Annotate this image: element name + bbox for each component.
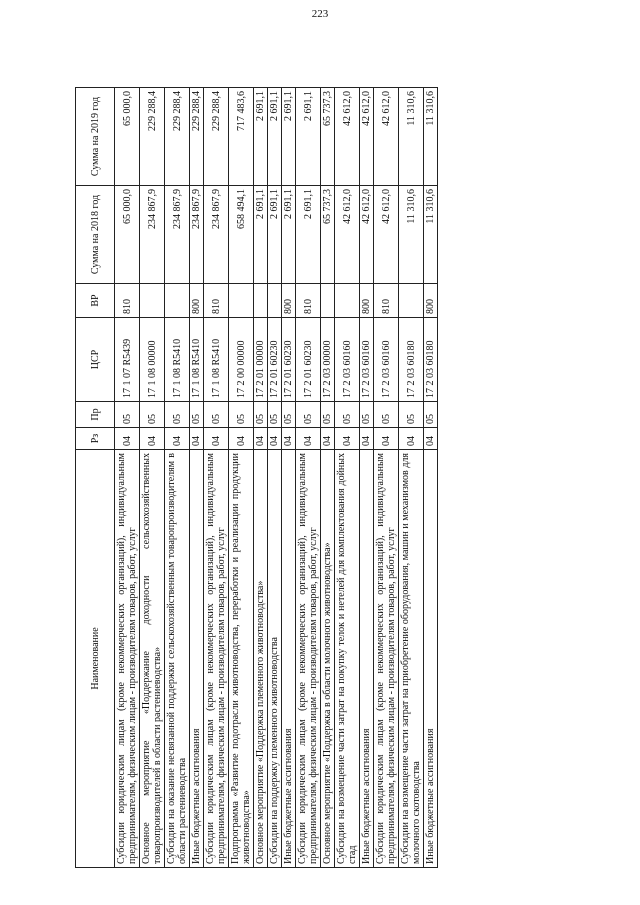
row-sum-2018: 11 310,6 — [399, 186, 424, 284]
row-vr — [140, 284, 165, 318]
rotated-page-content — [75, 88, 565, 868]
row-sum-2018: 2 691,1 — [268, 186, 282, 284]
budget-table — [75, 87, 438, 868]
row-vr — [321, 284, 335, 318]
table-row — [190, 88, 204, 868]
row-vr: 800 — [424, 284, 438, 318]
row-csr: 17 1 07 R5439 — [115, 318, 140, 402]
row-rz: 04 — [282, 428, 296, 450]
row-pr: 05 — [254, 402, 268, 428]
row-name: Основное мероприятие «Поддержание доходности сельскохозяйственных товаропроизводителей в области растениеводства» — [140, 450, 165, 868]
table-header-row — [76, 88, 115, 868]
row-sum-2018: 65 737,3 — [321, 186, 335, 284]
row-sum-2019: 2 691,1 — [282, 88, 296, 186]
row-sum-2019: 229 288,4 — [165, 88, 190, 186]
row-vr: 800 — [190, 284, 204, 318]
table-row — [399, 88, 424, 868]
header-vr: ВР — [76, 284, 115, 318]
row-name: Субсидии юридическим лицам (кроме некоммерческих организаций), индивидуальным предпринимателям, физическим лицам - производителям товаров, работ, услуг — [374, 450, 399, 868]
row-rz: 04 — [140, 428, 165, 450]
row-sum-2019: 42 612,0 — [335, 88, 360, 186]
row-rz: 04 — [190, 428, 204, 450]
row-csr: 17 2 03 00000 — [321, 318, 335, 402]
header-pr: Пр — [76, 402, 115, 428]
row-sum-2019: 2 691,1 — [296, 88, 321, 186]
row-sum-2019: 42 612,0 — [360, 88, 374, 186]
row-vr — [399, 284, 424, 318]
row-name: Подпрограмма «Развитие подотрасли животноводства, переработки и реализации продукции животноводства» — [229, 450, 254, 868]
row-csr: 17 2 01 60230 — [282, 318, 296, 402]
row-sum-2019: 11 310,6 — [424, 88, 438, 186]
row-vr — [229, 284, 254, 318]
page-number: 223 — [311, 8, 329, 20]
row-sum-2018: 234 867,9 — [165, 186, 190, 284]
row-sum-2019: 42 612,0 — [374, 88, 399, 186]
row-sum-2019: 229 288,4 — [140, 88, 165, 186]
row-name: Субсидии юридическим лицам (кроме некоммерческих организаций), индивидуальным предпринимателям, физическим лицам - производителям товаров, работ, услуг — [115, 450, 140, 868]
row-sum-2018: 42 612,0 — [374, 186, 399, 284]
row-rz: 04 — [268, 428, 282, 450]
row-rz: 04 — [296, 428, 321, 450]
row-name: Субсидии на оказание несвязанной поддержки сельскохозяйственным товаропроизводителям в области растениеводства — [165, 450, 190, 868]
row-name: Иные бюджетные ассигнования — [190, 450, 204, 868]
table-row — [229, 88, 254, 868]
row-rz: 04 — [399, 428, 424, 450]
row-name: Основное мероприятие «Поддержка в области молочного животноводства» — [321, 450, 335, 868]
row-vr — [335, 284, 360, 318]
row-sum-2019: 717 483,6 — [229, 88, 254, 186]
row-pr: 05 — [165, 402, 190, 428]
row-pr: 05 — [335, 402, 360, 428]
row-rz: 04 — [360, 428, 374, 450]
row-csr: 17 2 03 60180 — [399, 318, 424, 402]
row-sum-2018: 42 612,0 — [360, 186, 374, 284]
row-pr: 05 — [360, 402, 374, 428]
row-vr — [268, 284, 282, 318]
table-row — [268, 88, 282, 868]
row-name: Иные бюджетные ассигнования — [424, 450, 438, 868]
row-rz: 04 — [335, 428, 360, 450]
row-sum-2018: 2 691,1 — [282, 186, 296, 284]
row-sum-2018: 2 691,1 — [296, 186, 321, 284]
table-row — [296, 88, 321, 868]
row-pr: 05 — [282, 402, 296, 428]
table-row — [115, 88, 140, 868]
table-row — [282, 88, 296, 868]
row-sum-2019: 65 737,3 — [321, 88, 335, 186]
row-rz: 04 — [374, 428, 399, 450]
row-vr: 810 — [115, 284, 140, 318]
row-sum-2019: 65 000,0 — [115, 88, 140, 186]
row-sum-2019: 229 288,4 — [190, 88, 204, 186]
row-name: Основное мероприятие «Поддержка племенного животноводства» — [254, 450, 268, 868]
row-sum-2018: 2 691,1 — [254, 186, 268, 284]
table-row — [321, 88, 335, 868]
row-rz: 04 — [424, 428, 438, 450]
row-rz: 04 — [254, 428, 268, 450]
row-pr: 05 — [115, 402, 140, 428]
row-vr — [165, 284, 190, 318]
row-rz: 04 — [204, 428, 229, 450]
table-row — [140, 88, 165, 868]
row-rz: 04 — [321, 428, 335, 450]
header-csr: ЦСР — [76, 318, 115, 402]
row-name: Субсидии юридическим лицам (кроме некоммерческих организаций), индивидуальным предпринимателям, физическим лицам - производителям товаров, работ, услуг — [204, 450, 229, 868]
row-csr: 17 1 08 R5410 — [190, 318, 204, 402]
table-row — [335, 88, 360, 868]
row-name: Субсидии на возмещение части затрат на приобретение оборудования, машин и механизмов для молочного скотоводства — [399, 450, 424, 868]
row-vr: 810 — [374, 284, 399, 318]
row-sum-2018: 234 867,9 — [204, 186, 229, 284]
row-name: Субсидии на поддержку племенного животноводства — [268, 450, 282, 868]
row-rz: 04 — [115, 428, 140, 450]
row-sum-2018: 234 867,9 — [190, 186, 204, 284]
table-row — [360, 88, 374, 868]
row-vr: 810 — [296, 284, 321, 318]
row-csr: 17 2 01 60230 — [296, 318, 321, 402]
row-sum-2018: 234 867,9 — [140, 186, 165, 284]
table-row — [204, 88, 229, 868]
row-pr: 05 — [296, 402, 321, 428]
row-vr — [254, 284, 268, 318]
header-name: Наименование — [76, 450, 115, 868]
row-pr: 05 — [229, 402, 254, 428]
row-csr: 17 1 08 R5410 — [204, 318, 229, 402]
row-csr: 17 2 03 60160 — [335, 318, 360, 402]
row-vr: 800 — [282, 284, 296, 318]
header-sum-2018: Сумма на 2018 год — [76, 186, 115, 284]
table-row — [165, 88, 190, 868]
row-sum-2019: 11 310,6 — [399, 88, 424, 186]
row-pr: 05 — [399, 402, 424, 428]
row-pr: 05 — [268, 402, 282, 428]
row-pr: 05 — [424, 402, 438, 428]
row-pr: 05 — [321, 402, 335, 428]
row-rz: 04 — [229, 428, 254, 450]
row-name: Субсидии юридическим лицам (кроме некоммерческих организаций), индивидуальным предпринимателям, физическим лицам - производителям товаров, работ, услуг — [296, 450, 321, 868]
header-rz: Рз — [76, 428, 115, 450]
row-name: Субсидии на возмещение части затрат на покупку телок и нетелей для комплектования дойных стад — [335, 450, 360, 868]
row-sum-2018: 11 310,6 — [424, 186, 438, 284]
row-csr: 17 2 01 00000 — [254, 318, 268, 402]
row-csr: 17 2 03 60160 — [360, 318, 374, 402]
table-row — [424, 88, 438, 868]
row-csr: 17 1 08 R5410 — [165, 318, 190, 402]
row-csr: 17 1 08 00000 — [140, 318, 165, 402]
row-sum-2018: 65 000,0 — [115, 186, 140, 284]
row-sum-2018: 42 612,0 — [335, 186, 360, 284]
row-sum-2019: 2 691,1 — [268, 88, 282, 186]
row-pr: 05 — [374, 402, 399, 428]
row-csr: 17 2 00 00000 — [229, 318, 254, 402]
row-csr: 17 2 03 60180 — [424, 318, 438, 402]
row-pr: 05 — [190, 402, 204, 428]
row-sum-2018: 658 494,1 — [229, 186, 254, 284]
row-sum-2019: 229 288,4 — [204, 88, 229, 186]
row-pr: 05 — [140, 402, 165, 428]
table-row — [254, 88, 268, 868]
row-vr: 800 — [360, 284, 374, 318]
row-csr: 17 2 01 60230 — [268, 318, 282, 402]
row-vr: 810 — [204, 284, 229, 318]
row-csr: 17 2 03 60160 — [374, 318, 399, 402]
row-pr: 05 — [204, 402, 229, 428]
row-name: Иные бюджетные ассигнования — [282, 450, 296, 868]
row-name: Иные бюджетные ассигнования — [360, 450, 374, 868]
table-row — [374, 88, 399, 868]
row-sum-2019: 2 691,1 — [254, 88, 268, 186]
row-rz: 04 — [165, 428, 190, 450]
header-sum-2019: Сумма на 2019 год — [76, 88, 115, 186]
